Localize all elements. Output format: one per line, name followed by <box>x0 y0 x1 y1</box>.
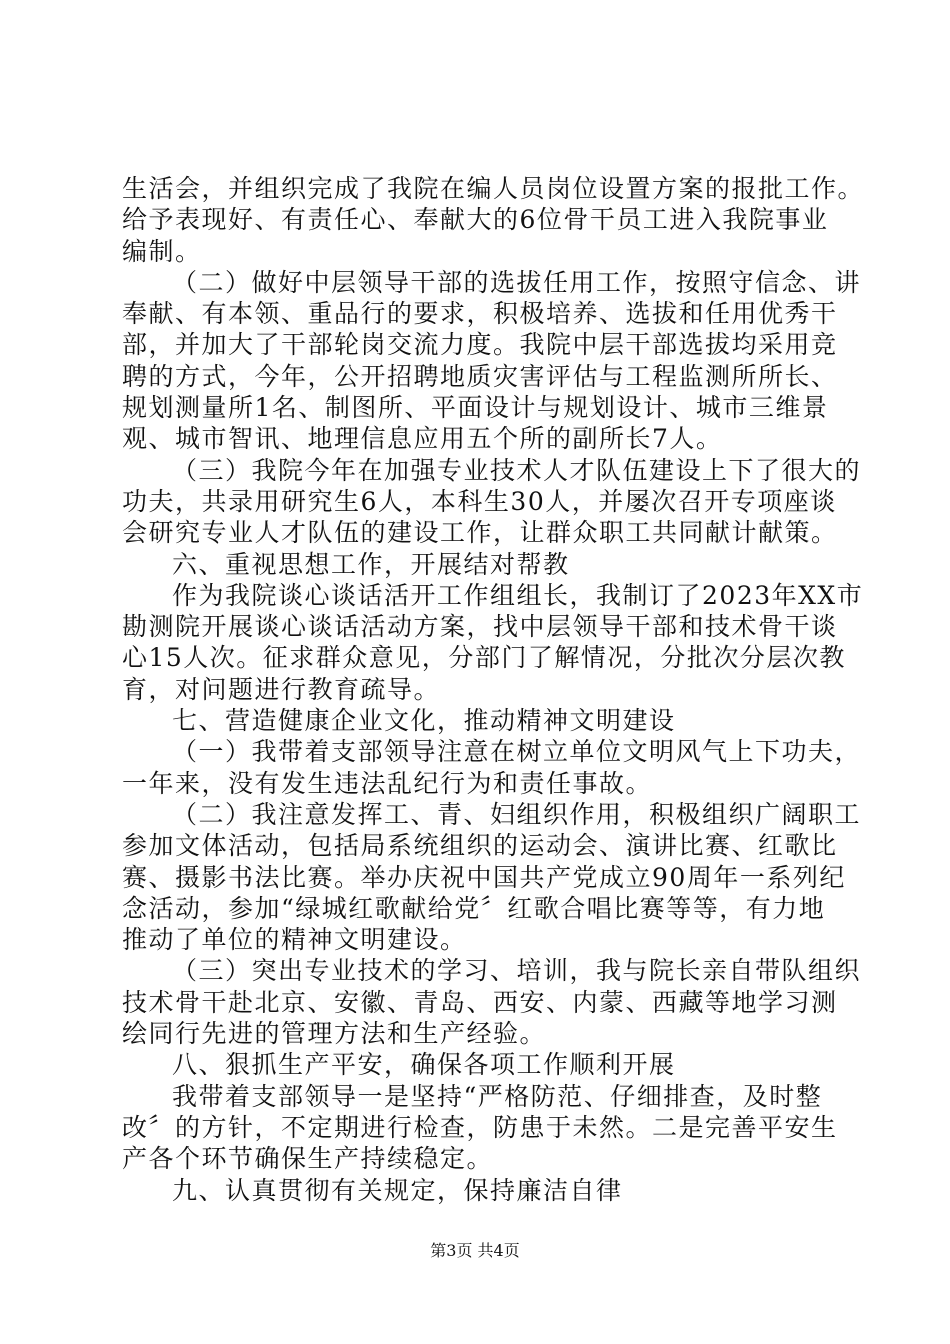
text-line: 参加文体活动，包括局系统组织的运动会、演讲比赛、红歌比 <box>122 831 838 861</box>
text-line: 育，对问题进行教育疏导。 <box>122 674 441 704</box>
section-heading: 六、重视思想工作，开展结对帮教 <box>172 549 570 579</box>
text-line: 我带着支部领导一是坚持“严格防范、仔细排查，及时整 <box>172 1081 823 1111</box>
text-line: 赛、摄影书法比赛。举办庆祝中国共产党成立90周年一系列纪 <box>122 862 846 892</box>
text-line: （二）做好中层领导干部的选拔任用工作，按照守信念、讲 <box>172 267 862 297</box>
text-line: 绘同行先进的管理方法和生产经验。 <box>122 1019 547 1049</box>
text-line: 聘的方式，今年，公开招聘地质灾害评估与工程监测所所长、 <box>122 361 838 391</box>
document-body <box>122 173 865 1206</box>
text-line: 勘测院开展谈心谈话活动方案，找中层领导干部和技术骨干谈 <box>122 612 838 642</box>
text-line: 奉献、有本领、重品行的要求，积极培养、选拔和任用优秀干 <box>122 299 838 329</box>
text-line: 编制。 <box>122 236 202 266</box>
section-heading: 七、营造健康企业文化，推动精神文明建设 <box>172 706 676 736</box>
text-line: 技术骨干赴北京、安徽、青岛、西安、内蒙、西藏等地学习测 <box>122 987 838 1017</box>
text-line: 产各个环节确保生产持续稳定。 <box>122 1144 494 1174</box>
section-heading: 八、狠抓生产平安，确保各项工作顺利开展 <box>172 1050 676 1080</box>
text-line: 生活会，并组织完成了我院在编人员岗位设置方案的报批工作。 <box>122 174 865 203</box>
section-heading: 九、认真贯彻有关规定，保持廉洁自律 <box>172 1175 623 1205</box>
text-line: 会研究专业人才队伍的建设工作，让群众职工共同献计献策。 <box>122 518 838 548</box>
text-line: 作为我院谈心谈话活开工作组组长，我制订了2023年XX市 <box>172 580 864 610</box>
text-line: 一年来，没有发生违法乱纪行为和责任事故。 <box>122 768 653 798</box>
text-line: 推动了单位的精神文明建设。 <box>122 925 467 955</box>
text-line: 改〞的方针，不定期进行检查，防患于未然。二是完善平安生 <box>122 1112 838 1142</box>
text-line: 部，并加大了干部轮岗交流力度。我院中层干部选拔均采用竞 <box>122 330 838 360</box>
text-line: （一）我带着支部领导注意在树立单位文明风气上下功夫， <box>172 737 862 767</box>
text-line: 功夫，共录用研究生6人，本科生30人，并屡次召开专项座谈 <box>122 486 837 516</box>
text-line: （三）突出专业技术的学习、培训，我与院长亲自带队组织 <box>172 956 862 986</box>
text-line: 念活动，参加“绿城红歌献给党〞红歌合唱比赛等等，有力地 <box>122 893 826 923</box>
text-line: 观、城市智讯、地理信息应用五个所的副所长7人。 <box>122 424 723 454</box>
text-line: 心15人次。征求群众意见，分部门了解情况，分批次分层次教 <box>122 643 846 673</box>
text-line: 给予表现好、有责任心、奉献大的6位骨干员工进入我院事业 <box>122 205 829 235</box>
page-number-footer: 第3页 共4页 <box>430 1241 520 1260</box>
text-line: 规划测量所1名、制图所、平面设计与规划设计、城市三维景 <box>122 393 829 423</box>
text-line: （三）我院今年在加强专业技术人才队伍建设上下了很大的 <box>172 455 862 485</box>
text-line: （二）我注意发挥工、青、妇组织作用，积极组织广阔职工 <box>172 799 862 829</box>
